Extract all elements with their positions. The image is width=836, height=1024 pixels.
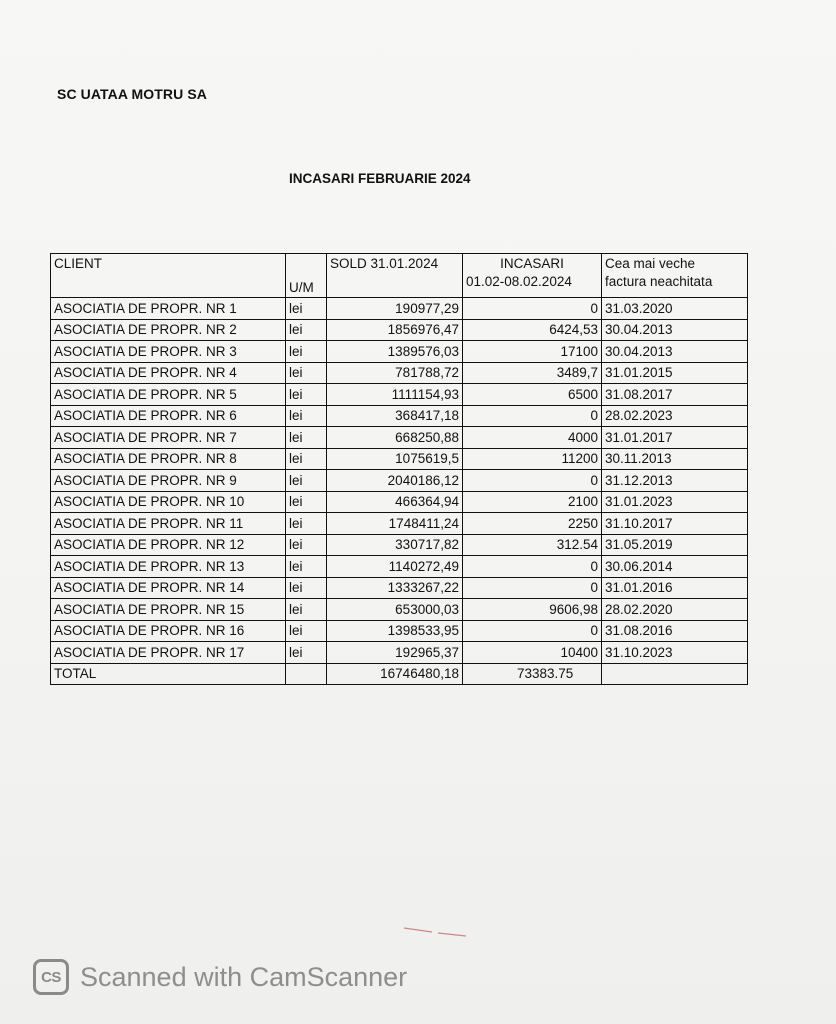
cell-oldest-invoice: 31.08.2017 bbox=[602, 384, 748, 406]
total-label: TOTAL bbox=[51, 663, 286, 685]
cell-client: ASOCIATIA DE PROPR. NR 3 bbox=[51, 341, 286, 363]
cell-oldest-invoice: 31.12.2013 bbox=[602, 470, 748, 492]
table-row bbox=[51, 513, 748, 535]
table-row bbox=[51, 298, 748, 320]
cell-oldest-invoice: 31.01.2015 bbox=[602, 362, 748, 384]
company-name: SC UATAA MOTRU SA bbox=[57, 86, 207, 102]
cell-incasari: 0 bbox=[463, 577, 602, 599]
cell-sold: 192965,37 bbox=[327, 642, 463, 664]
table-row bbox=[51, 448, 748, 470]
cell-incasari: 3489,7 bbox=[463, 362, 602, 384]
cell-um: lei bbox=[286, 556, 327, 578]
cell-client: ASOCIATIA DE PROPR. NR 9 bbox=[51, 470, 286, 492]
cell-um: lei bbox=[286, 427, 327, 449]
table-row bbox=[51, 556, 748, 578]
cell-sold: 330717,82 bbox=[327, 534, 463, 556]
cell-sold: 2040186,12 bbox=[327, 470, 463, 492]
cell-sold: 1389576,03 bbox=[327, 341, 463, 363]
cell-client: ASOCIATIA DE PROPR. NR 12 bbox=[51, 534, 286, 556]
camscanner-watermark-text: Scanned with CamScanner bbox=[80, 961, 408, 992]
cell-sold: 1398533,95 bbox=[327, 620, 463, 642]
cell-incasari: 0 bbox=[463, 556, 602, 578]
cell-sold: 1075619,5 bbox=[327, 448, 463, 470]
cell-sold: 1140272,49 bbox=[327, 556, 463, 578]
header-client: CLIENT bbox=[51, 254, 286, 298]
cell-sold: 1748411,24 bbox=[327, 513, 463, 535]
cell-incasari: 11200 bbox=[463, 448, 602, 470]
total-um bbox=[286, 663, 327, 685]
cell-oldest-invoice: 30.04.2013 bbox=[602, 341, 748, 363]
cell-oldest-invoice: 30.04.2013 bbox=[602, 319, 748, 341]
cell-um: lei bbox=[286, 620, 327, 642]
table-row bbox=[51, 491, 748, 513]
header-oldest-line1: Cea mai veche bbox=[605, 256, 696, 271]
cell-sold: 368417,18 bbox=[327, 405, 463, 427]
cell-client: ASOCIATIA DE PROPR. NR 11 bbox=[51, 513, 286, 535]
cell-oldest-invoice: 30.11.2013 bbox=[602, 448, 748, 470]
table-row bbox=[51, 470, 748, 492]
cell-um: lei bbox=[286, 513, 327, 535]
cell-um: lei bbox=[286, 384, 327, 406]
table-row bbox=[51, 427, 748, 449]
table-row bbox=[51, 384, 748, 406]
cell-oldest-invoice: 28.02.2020 bbox=[602, 599, 748, 621]
cell-incasari: 0 bbox=[463, 620, 602, 642]
cell-um: lei bbox=[286, 491, 327, 513]
document-title: INCASARI FEBRUARIE 2024 bbox=[289, 171, 471, 186]
cell-incasari: 6500 bbox=[463, 384, 602, 406]
cell-incasari: 6424,53 bbox=[463, 319, 602, 341]
pen-smudge-mark bbox=[402, 925, 468, 937]
cell-um: lei bbox=[286, 341, 327, 363]
total-incasari: 73383.75 bbox=[463, 663, 602, 685]
cell-client: ASOCIATIA DE PROPR. NR 1 bbox=[51, 298, 286, 320]
cell-incasari: 0 bbox=[463, 298, 602, 320]
cell-sold: 653000,03 bbox=[327, 599, 463, 621]
total-oldest-invoice bbox=[602, 663, 748, 685]
cell-sold: 781788,72 bbox=[327, 362, 463, 384]
cell-um: lei bbox=[286, 448, 327, 470]
cell-um: lei bbox=[286, 319, 327, 341]
table-row bbox=[51, 620, 748, 642]
receipts-table bbox=[50, 253, 748, 685]
cell-um: lei bbox=[286, 298, 327, 320]
cell-um: lei bbox=[286, 362, 327, 384]
cell-sold: 466364,94 bbox=[327, 491, 463, 513]
cell-incasari: 0 bbox=[463, 405, 602, 427]
cell-incasari: 0 bbox=[463, 470, 602, 492]
cell-incasari: 4000 bbox=[463, 427, 602, 449]
receipts-table-body bbox=[51, 254, 748, 685]
table-row bbox=[51, 341, 748, 363]
cell-client: ASOCIATIA DE PROPR. NR 7 bbox=[51, 427, 286, 449]
table-row bbox=[51, 362, 748, 384]
cell-incasari: 9606,98 bbox=[463, 599, 602, 621]
cell-client: ASOCIATIA DE PROPR. NR 6 bbox=[51, 405, 286, 427]
cell-incasari: 2250 bbox=[463, 513, 602, 535]
cell-sold: 1856976,47 bbox=[327, 319, 463, 341]
cell-incasari: 312.54 bbox=[463, 534, 602, 556]
cell-incasari: 17100 bbox=[463, 341, 602, 363]
cell-um: lei bbox=[286, 534, 327, 556]
camscanner-logo-icon: CS bbox=[33, 959, 69, 995]
cell-incasari: 10400 bbox=[463, 642, 602, 664]
table-row bbox=[51, 642, 748, 664]
cell-client: ASOCIATIA DE PROPR. NR 15 bbox=[51, 599, 286, 621]
table-header-row bbox=[51, 254, 748, 298]
cell-incasari: 2100 bbox=[463, 491, 602, 513]
cell-um: lei bbox=[286, 642, 327, 664]
cell-oldest-invoice: 30.06.2014 bbox=[602, 556, 748, 578]
cell-client: ASOCIATIA DE PROPR. NR 14 bbox=[51, 577, 286, 599]
cell-oldest-invoice: 28.02.2023 bbox=[602, 405, 748, 427]
header-incasari bbox=[463, 254, 602, 298]
cell-oldest-invoice: 31.10.2017 bbox=[602, 513, 748, 535]
cell-client: ASOCIATIA DE PROPR. NR 2 bbox=[51, 319, 286, 341]
total-sold: 16746480,18 bbox=[327, 663, 463, 685]
cell-sold: 668250,88 bbox=[327, 427, 463, 449]
header-incasari-line1: INCASARI bbox=[500, 256, 564, 271]
cell-oldest-invoice: 31.05.2019 bbox=[602, 534, 748, 556]
table-row bbox=[51, 319, 748, 341]
cell-client: ASOCIATIA DE PROPR. NR 17 bbox=[51, 642, 286, 664]
camscanner-watermark bbox=[33, 957, 407, 997]
cell-client: ASOCIATIA DE PROPR. NR 16 bbox=[51, 620, 286, 642]
cell-oldest-invoice: 31.01.2016 bbox=[602, 577, 748, 599]
cell-client: ASOCIATIA DE PROPR. NR 13 bbox=[51, 556, 286, 578]
cell-client: ASOCIATIA DE PROPR. NR 5 bbox=[51, 384, 286, 406]
cell-oldest-invoice: 31.08.2016 bbox=[602, 620, 748, 642]
cell-um: lei bbox=[286, 599, 327, 621]
table-row bbox=[51, 534, 748, 556]
cell-sold: 1333267,22 bbox=[327, 577, 463, 599]
cell-um: lei bbox=[286, 470, 327, 492]
cell-oldest-invoice: 31.01.2017 bbox=[602, 427, 748, 449]
table-total-row bbox=[51, 663, 748, 685]
header-sold: SOLD 31.01.2024 bbox=[327, 254, 463, 298]
header-oldest-line2: factura neachitata bbox=[605, 274, 713, 289]
cell-um: lei bbox=[286, 577, 327, 599]
cell-oldest-invoice: 31.03.2020 bbox=[602, 298, 748, 320]
table-row bbox=[51, 599, 748, 621]
cell-oldest-invoice: 31.10.2023 bbox=[602, 642, 748, 664]
header-incasari-line2: 01.02-08.02.2024 bbox=[466, 274, 572, 289]
table-row bbox=[51, 577, 748, 599]
cell-client: ASOCIATIA DE PROPR. NR 4 bbox=[51, 362, 286, 384]
cell-sold: 190977,29 bbox=[327, 298, 463, 320]
cell-client: ASOCIATIA DE PROPR. NR 8 bbox=[51, 448, 286, 470]
cell-oldest-invoice: 31.01.2023 bbox=[602, 491, 748, 513]
cell-sold: 1111154,93 bbox=[327, 384, 463, 406]
table-row bbox=[51, 405, 748, 427]
header-oldest-invoice bbox=[602, 254, 748, 298]
cell-um: lei bbox=[286, 405, 327, 427]
header-um: U/M bbox=[286, 254, 327, 298]
cell-client: ASOCIATIA DE PROPR. NR 10 bbox=[51, 491, 286, 513]
